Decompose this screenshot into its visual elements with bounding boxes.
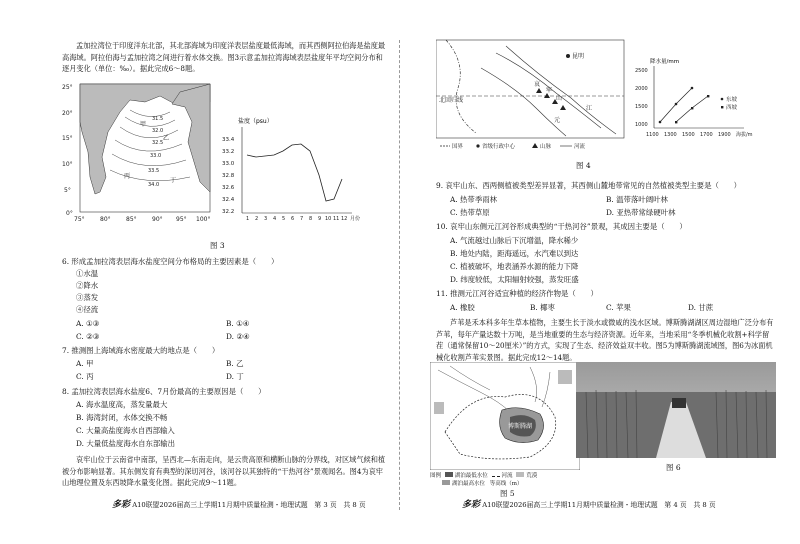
xtick: 5 [282,216,286,222]
intro-paragraph: 孟加拉湾位于印度洋东北部，其北部海域为印度洋表层盐度最低海域，而其西侧阿拉伯海是盐度最高海域。阿拉伯海与孟加拉湾之间进行着水体交换。图3示意孟加拉湾海域表层盐度年平均空间分布和逐月变化（单位：‰）。据此完成6～8题。 [62,41,386,74]
q11-option-d[interactable]: D. 甘蔗 [688,303,714,312]
lon-label: 90° [152,216,163,222]
precip-xtick: 1100 [646,132,659,138]
lat-label: 20° [62,110,73,117]
lon-label: 95° [176,216,187,222]
q11-stem: 11. 推测元江河谷适宜种植的经济作物是（ ） [436,289,598,298]
q6-item: ②降水 [76,281,99,290]
precip-xtick: 1300 [664,132,677,138]
lon-label: 75° [74,216,85,222]
q11-option-a[interactable]: A. 橡胶 [450,303,475,312]
fig6-photo [576,362,776,458]
legend-title: 图例 [430,473,442,479]
iso-label: 33.5 [148,168,160,174]
legend-high: 湖泊最高水位 [452,481,486,487]
legend-east: 东坡 [726,97,738,103]
legend-river-5: 河流 [501,473,513,479]
legend-west: 西坡 [726,105,738,111]
q8-option-a[interactable]: A. 海水温度高，蒸发量最大 [76,400,168,409]
legend-border: 国界 [452,144,464,150]
q10-option-b[interactable]: B. 地处内陆，距海遥远，水汽难以到达 [450,249,579,258]
label-ai: 哀 [534,81,541,88]
fig4-precip-chart [632,56,762,146]
point-bing: 丙 [124,173,131,180]
xtick: 8 [309,216,313,222]
label-lao: 牢 [546,87,553,94]
footer-brand: 多彩 [462,500,481,510]
label-tropic: 北回归线 [439,97,464,104]
ytick: 33.2 [222,149,235,155]
point-yi: 乙 [163,135,170,142]
q8-option-c[interactable]: C. 大量高盐度海水自西部输入 [76,426,175,435]
lat-label: 10° [62,161,73,168]
q8-option-d[interactable]: D. 大量低盐度海水自东部输出 [76,439,176,448]
precip-ylabel: 降水量/mm [650,59,680,65]
q7-option-c[interactable]: C. 丙 [76,372,94,381]
xtick: 7 [300,216,304,222]
q6-option-a[interactable]: A. ①③ [76,319,100,328]
ytick: 32.4 [222,197,235,203]
q10-option-d[interactable]: D. 纬度较低，太阳辐射较强，蒸发旺盛 [450,275,579,284]
fig3-caption: 图 3 [210,241,225,250]
lon-label: 85° [126,216,137,222]
precip-xtick: 1500 [682,132,695,138]
fig4-caption: 图 4 [576,161,591,170]
xtick: 10 [325,216,332,222]
footer-text: A10联盟2026届高三上学期11月期中质量检测・地理试题 第 3 页 共 8 页 [132,501,366,509]
legend-mountain: 山脉 [540,144,552,150]
q7-option-d[interactable]: D. 丁 [226,372,244,381]
legend-river: 河流 [574,144,586,150]
ytick: 32.8 [222,173,235,179]
q6-stem: 6. 形成孟加拉湾表层海水盐度空间分布格局的主要因素是（ ） [62,257,279,266]
chart-xlabel: 月份 [350,216,361,222]
xtick: 2 [255,216,259,222]
iso-label: 34.0 [148,182,160,188]
q6-option-c[interactable]: C. ②③ [76,332,100,341]
precip-ytick: 1500 [635,104,648,110]
precip-xtick: 1900 [718,132,731,138]
fig6-caption: 图 6 [666,463,681,472]
xtick: 3 [264,216,268,222]
point-jia: 甲 [140,121,147,128]
aolao-paragraph: 哀牢山位于云南省中南部，呈西北—东南走向，是云贵高原和横断山脉的分界线，对区域气候和植被分布影响显著。其东侧发育有典型的深切河谷，该河谷以其独特的“干热河谷”景观闻名。图4为哀牢山地理位置及东西坡降水量变化图。据此完成9～11题。 [62,455,386,488]
q6-item: ①水温 [76,269,99,278]
q8-option-b[interactable]: B. 海湾封闭，水体交换不畅 [76,413,168,422]
precip-ytick: 2000 [635,86,648,92]
q11-option-b[interactable]: B. 椰枣 [530,303,555,312]
q6-option-b[interactable]: B. ①④ [226,319,250,328]
q9-stem: 9. 哀牢山东、西两侧植被类型差异显著，其西侧山麓地带常见的自然植被类型主要是（ ） [436,181,742,190]
iso-label: 32.0 [152,128,164,134]
right-page [400,0,800,544]
ytick: 33.0 [222,161,235,167]
lat-label: 5° [64,187,71,194]
salinity-month-chart [220,115,370,225]
lat-label: 15° [62,135,73,142]
legend-desert: 荒漠 [526,473,538,479]
xtick: 12 [341,216,348,222]
point-ding: 丁 [170,177,177,184]
legend-contour: 等高线（m） [489,481,523,487]
q9-option-b[interactable]: B. 温带落叶阔叶林 [606,195,668,204]
iso-label: 32.5 [152,140,164,146]
precip-xtick: 1700 [700,132,713,138]
ytick: 33.4 [222,137,235,143]
footer-left [112,497,366,510]
fig5-map [430,362,580,470]
footer-brand: 多彩 [112,500,131,510]
legend-capital: 省级行政中心 [482,144,516,150]
lon-label: 80° [100,216,111,222]
q6-item: ③蒸发 [76,293,99,302]
xtick: 9 [318,216,322,222]
xtick: 1 [246,216,250,222]
q11-option-c[interactable]: C. 苹果 [606,303,631,312]
q10-stem: 10. 哀牢山东侧元江河谷形成典型的“干热河谷”景观，其成因主要是（ ） [436,222,687,231]
q9-option-c[interactable]: C. 热带草原 [450,208,490,217]
salinity-line [247,144,342,201]
q9-option-a[interactable]: A. 热带季雨林 [450,195,497,204]
label-yuan: 元 [554,117,561,124]
lake-label: 博斯腾湖 [508,423,533,430]
iso-label: 31.5 [152,116,164,122]
salinity-map [60,82,215,222]
xtick: 6 [291,216,295,222]
precip-ytick: 1000 [635,122,648,128]
label-jiang: 江 [586,105,593,112]
q8-stem: 8. 孟加拉湾表层海水盐度6、7月份最高的主要原因是（ ） [62,387,266,396]
legend-low: 湖泊最低水位 [454,473,488,479]
chart-ylabel: 盐度（psu） [238,118,273,125]
label-shan: 山 [556,95,563,102]
lat-label: 0° [66,210,73,217]
fig5-legend [430,472,580,488]
ytick: 32.2 [222,209,235,215]
q10-option-c[interactable]: C. 植被破坏，地表涵养水源的能力下降 [450,262,579,271]
precip-ytick: 2500 [635,68,648,74]
lon-label: 100° [196,216,211,222]
iso-label: 33.0 [150,153,162,159]
footer-text: A10联盟2026届高三上学期11月期中质量检测・地理试题 第 4 页 共 8 页 [482,501,716,509]
ytick: 32.6 [222,185,235,191]
footer-right [462,497,716,510]
q7-option-a[interactable]: A. 甲 [76,359,94,368]
q6-option-d[interactable]: D. ②④ [226,332,250,341]
xtick: 4 [273,216,277,222]
q6-item: ④径流 [76,305,99,314]
precip-xlabel: 海拔/m [736,132,753,138]
fig5-caption: 图 5 [500,489,515,498]
xtick: 11 [333,216,340,222]
q10-option-a[interactable]: A. 气流越过山脉后下沉增温，降水稀少 [450,236,579,245]
q7-option-b[interactable]: B. 乙 [226,359,244,368]
reed-paragraph: 芦苇是禾本科多年生草本植物，主要生长于淡水或微咸的浅水区域。博斯腾湖湖区周边湿地广泛分布有芦苇，每年产量达数十万吨，是当地重要的生态与经济资源。近年来，当地采用“冬季机械化收割+科学留茬（通常保留10～20厘米）”的方式，实现了生态、经济效益双丰收。图5为博斯腾湖流域图，图6为冰面机械化收割芦苇实景图。据此完成12～14题。 [436,318,774,362]
lat-label: 25° [62,84,73,91]
q9-option-d[interactable]: D. 亚热带常绿硬叶林 [606,208,676,217]
q7-stem: 7. 推测图上海域海水密度最大的地点是（ ） [62,346,220,355]
label-kunming: 昆明 [572,53,585,60]
fig4-map [436,38,626,150]
